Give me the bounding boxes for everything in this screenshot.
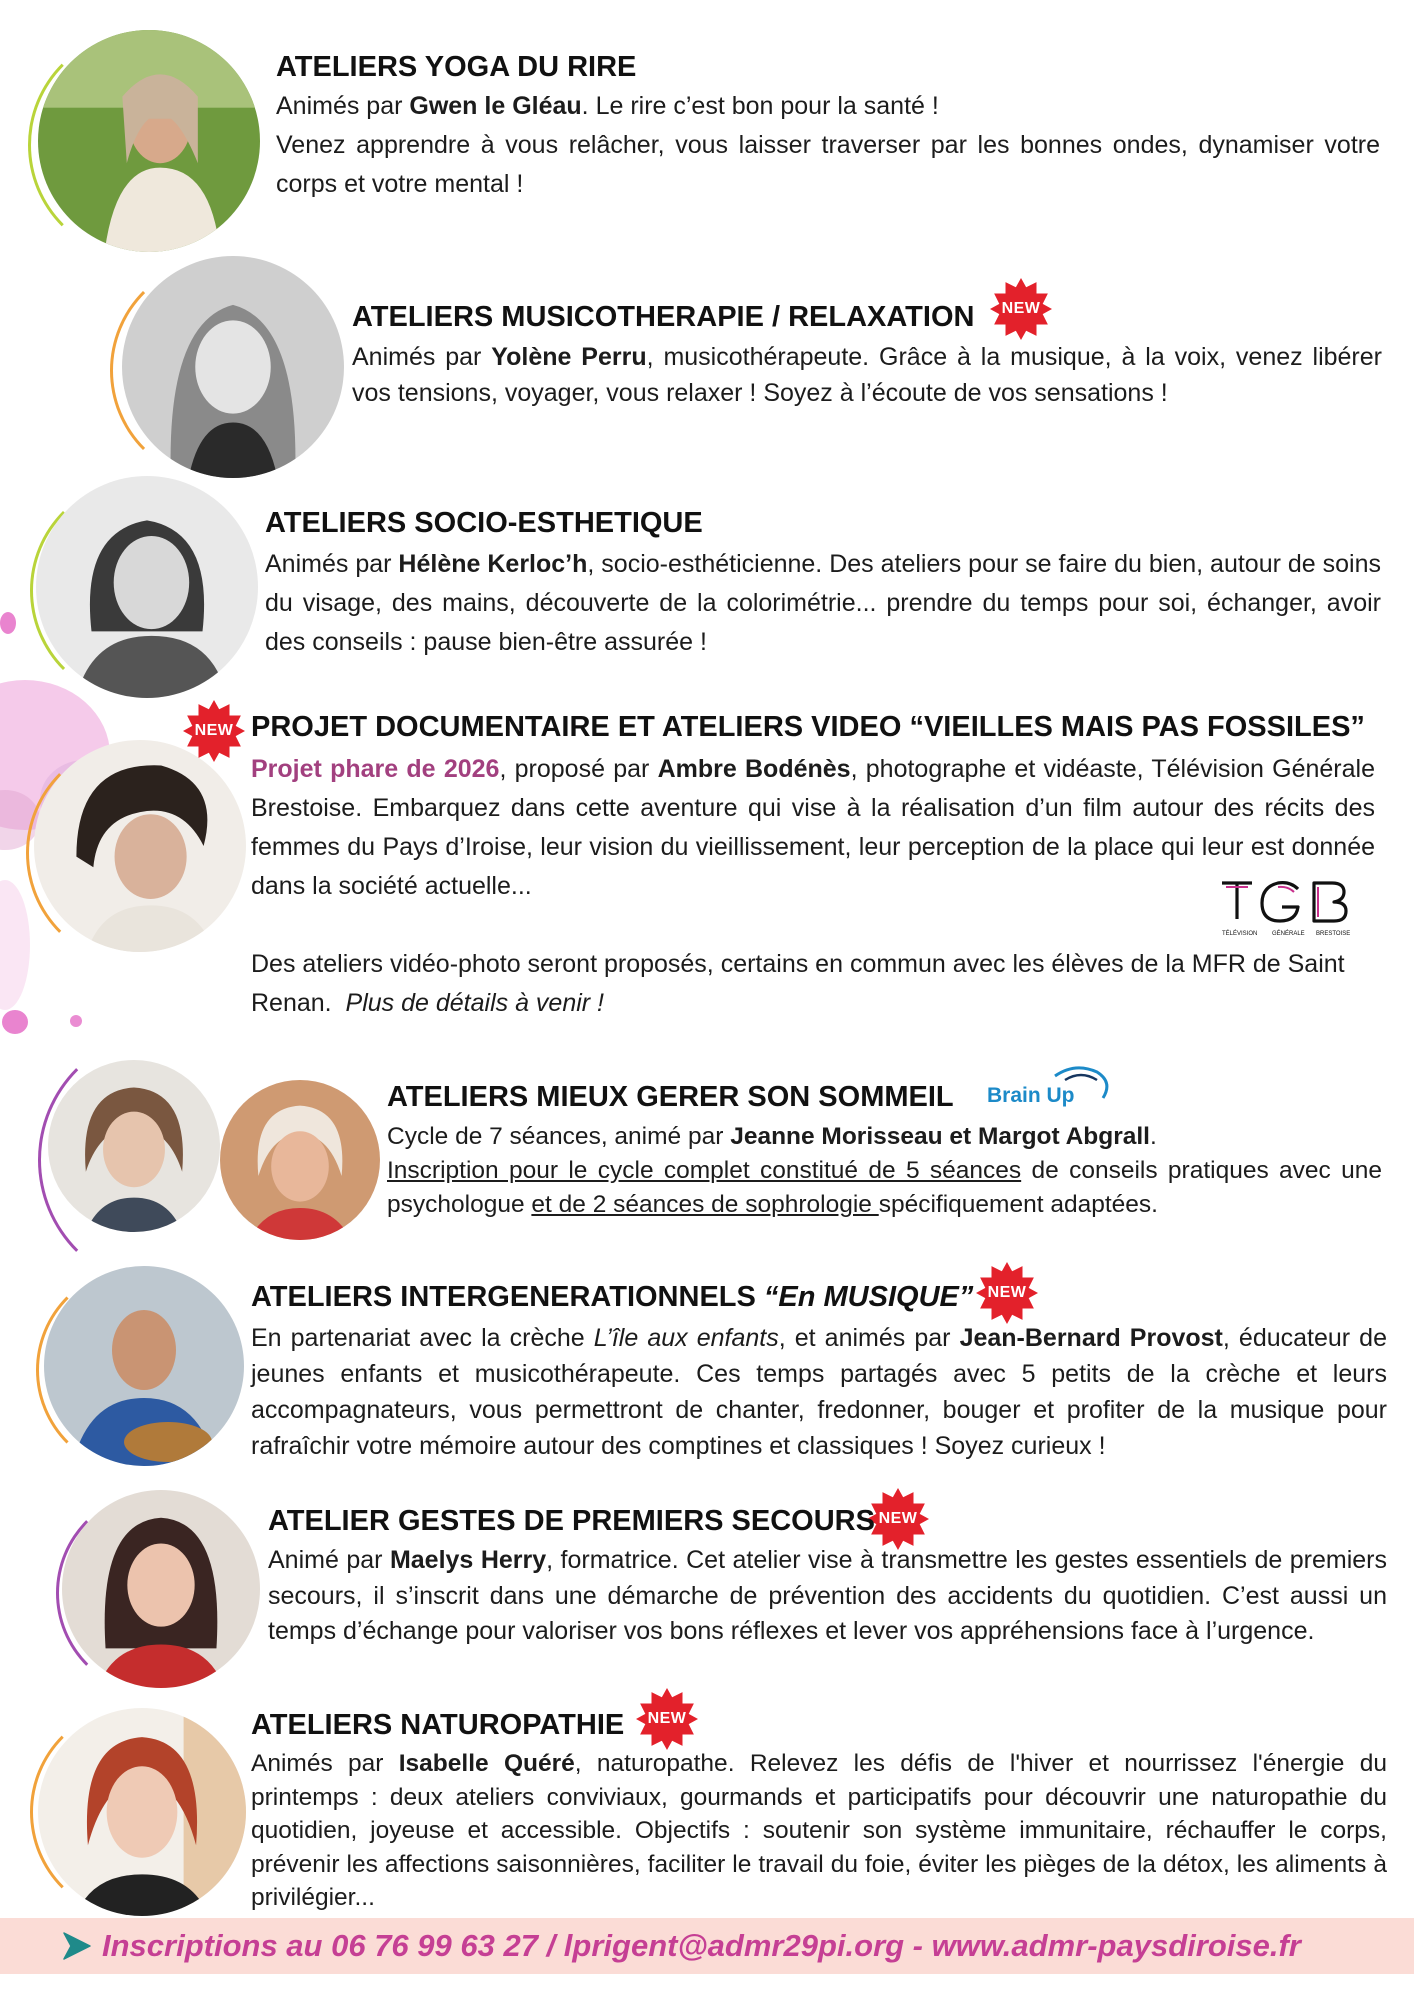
footer-contact-text: Inscriptions au 06 76 99 63 27 / lprigent@admr29pi.org - www.admr-paysdiroise.fr: [102, 1928, 1301, 1963]
portrait-photo-margot: [220, 1080, 380, 1240]
section-text: Animés par Isabelle Quéré, naturopathe. Relevez les défis de l'hiver et nourrissez l'énergie du printemps : deux ateliers conviviaux, gourmands et participatifs pour découvrir une naturopathie du quotidien, joyeuse et accessible. Objectifs : soutenir son système immunitaire, réchauffer le corps, prévenir les affections saisonnières, faciliter le travail du foie, éviter les pièges de la détox, les aliments à privilégier...: [251, 1750, 1387, 1911]
portrait-photo-yolene: [122, 256, 344, 478]
section-title: ATELIERS NATUROPATHIE: [251, 1709, 625, 1741]
portrait-photo-maelys: [62, 1490, 260, 1688]
arrow-right-icon: [60, 1929, 94, 1963]
section-title: ATELIERS SOCIO-ESTHETIQUE: [265, 507, 703, 539]
section-text: Projet phare de 2026, proposé par Ambre Bodénès, photographe et vidéaste, Télévision Générale Brestoise. Embarquez dans cette aventure qui vise à la réalisation d’un film autour des récits des femmes du Pays d’Iroise, leur vision du vieillissement, leur perception de la place qui leur est donnée dans la société actuelle...: [251, 755, 1375, 900]
svg-text:GÉNÉRALE: GÉNÉRALE: [1272, 931, 1305, 937]
footer-contact-bar: [0, 1918, 1414, 1974]
section-title: ATELIERS YOGA DU RIRE: [276, 51, 637, 83]
section-title: PROJET DOCUMENTAIRE ET ATELIERS VIDEO “VIEILLES MAIS PAS FOSSILES”: [251, 711, 1365, 743]
section-text: Animé par Maelys Herry, formatrice. Cet atelier vise à transmettre les gestes essentiels de premiers secours, il s’inscrit dans une démarche de prévention des accidents du quotidien. C’est aussi un temps d’échange pour valoriser vos bons réflexes et lever vos appréhensions face à l’urgence.: [268, 1546, 1388, 1645]
portrait-photo-ambre: [34, 740, 246, 952]
portrait-photo-gwen: [38, 30, 260, 252]
section-title: ATELIER GESTES DE PREMIERS SECOURS: [268, 1505, 875, 1537]
svg-text:TÉLÉVISION: TÉLÉVISION: [1222, 931, 1258, 937]
svg-text:BRESTOISE: BRESTOISE: [1316, 931, 1351, 937]
new-badge: NEW: [183, 700, 245, 762]
section-text: Des ateliers vidéo-photo seront proposés, certains en commun avec les élèves de la MFR de Saint Renan. Plus de détails à venir !: [251, 950, 1345, 1017]
pink-paint-drop: [70, 1015, 82, 1027]
svg-text:Brain Up: Brain Up: [987, 1084, 1075, 1107]
section-text: En partenariat avec la crèche L’île aux enfants, et animés par Jean-Bernard Provost, éducateur de jeunes enfants et musicothérapeute. Ces temps partagés avec 5 petits de la crèche et leurs accompagnateurs, vous permettront de chanter, fredonner, bouger et profiter de la musique pour rafraîchir votre mémoire autour des comptines et classiques ! Soyez curieux !: [251, 1324, 1387, 1460]
section-text: Cycle de 7 séances, animé par Jeanne Morisseau et Margot Abgrall. Inscription pour le cycle complet constitué de 5 séances de conseils pratiques avec une psychologue et de 2 séances de sophrologie spécifiquement adaptées.: [387, 1123, 1382, 1218]
section-text: Animés par Yolène Perru, musicothérapeute. Grâce à la musique, à la voix, venez libérer vos tensions, voyager, vous relaxer ! Soyez à l’écoute de vos sensations !: [352, 343, 1382, 407]
pink-paint-drop: [2, 1010, 28, 1034]
new-badge: NEW: [867, 1488, 929, 1550]
section-title: ATELIERS MIEUX GERER SON SOMMEIL: [387, 1081, 954, 1113]
pink-paint-drop: [0, 612, 16, 634]
portrait-photo-isabelle: [38, 1708, 246, 1916]
portrait-photo-jeanne: [48, 1060, 220, 1232]
portrait-photo-jean-bernard: [44, 1266, 244, 1466]
pink-watercolor-splash: [0, 880, 30, 1010]
tgb-logo: [1218, 875, 1358, 939]
section-title: ATELIERS MUSICOTHERAPIE / RELAXATION: [352, 301, 975, 333]
section-text: Animés par Hélène Kerloc’h, socio-esthéticienne. Des ateliers pour se faire du bien, autour de soins du visage, des mains, découverte de la colorimétrie... prendre du temps pour soi, échanger, avoir des conseils : pause bien-être assurée !: [265, 550, 1382, 656]
new-badge: NEW: [976, 1262, 1038, 1324]
new-badge: NEW: [636, 1688, 698, 1750]
portrait-photo-helene: [36, 476, 258, 698]
new-badge: NEW: [990, 278, 1052, 340]
section-text: Animés par Gwen le Gléau. Le rire c’est bon pour la santé ! Venez apprendre à vous relâcher, vous laisser traverser par les bonnes ondes, dynamiser votre corps et votre mental !: [276, 92, 1380, 198]
section-title: ATELIERS INTERGENERATIONNELS “En MUSIQUE”: [251, 1281, 974, 1313]
